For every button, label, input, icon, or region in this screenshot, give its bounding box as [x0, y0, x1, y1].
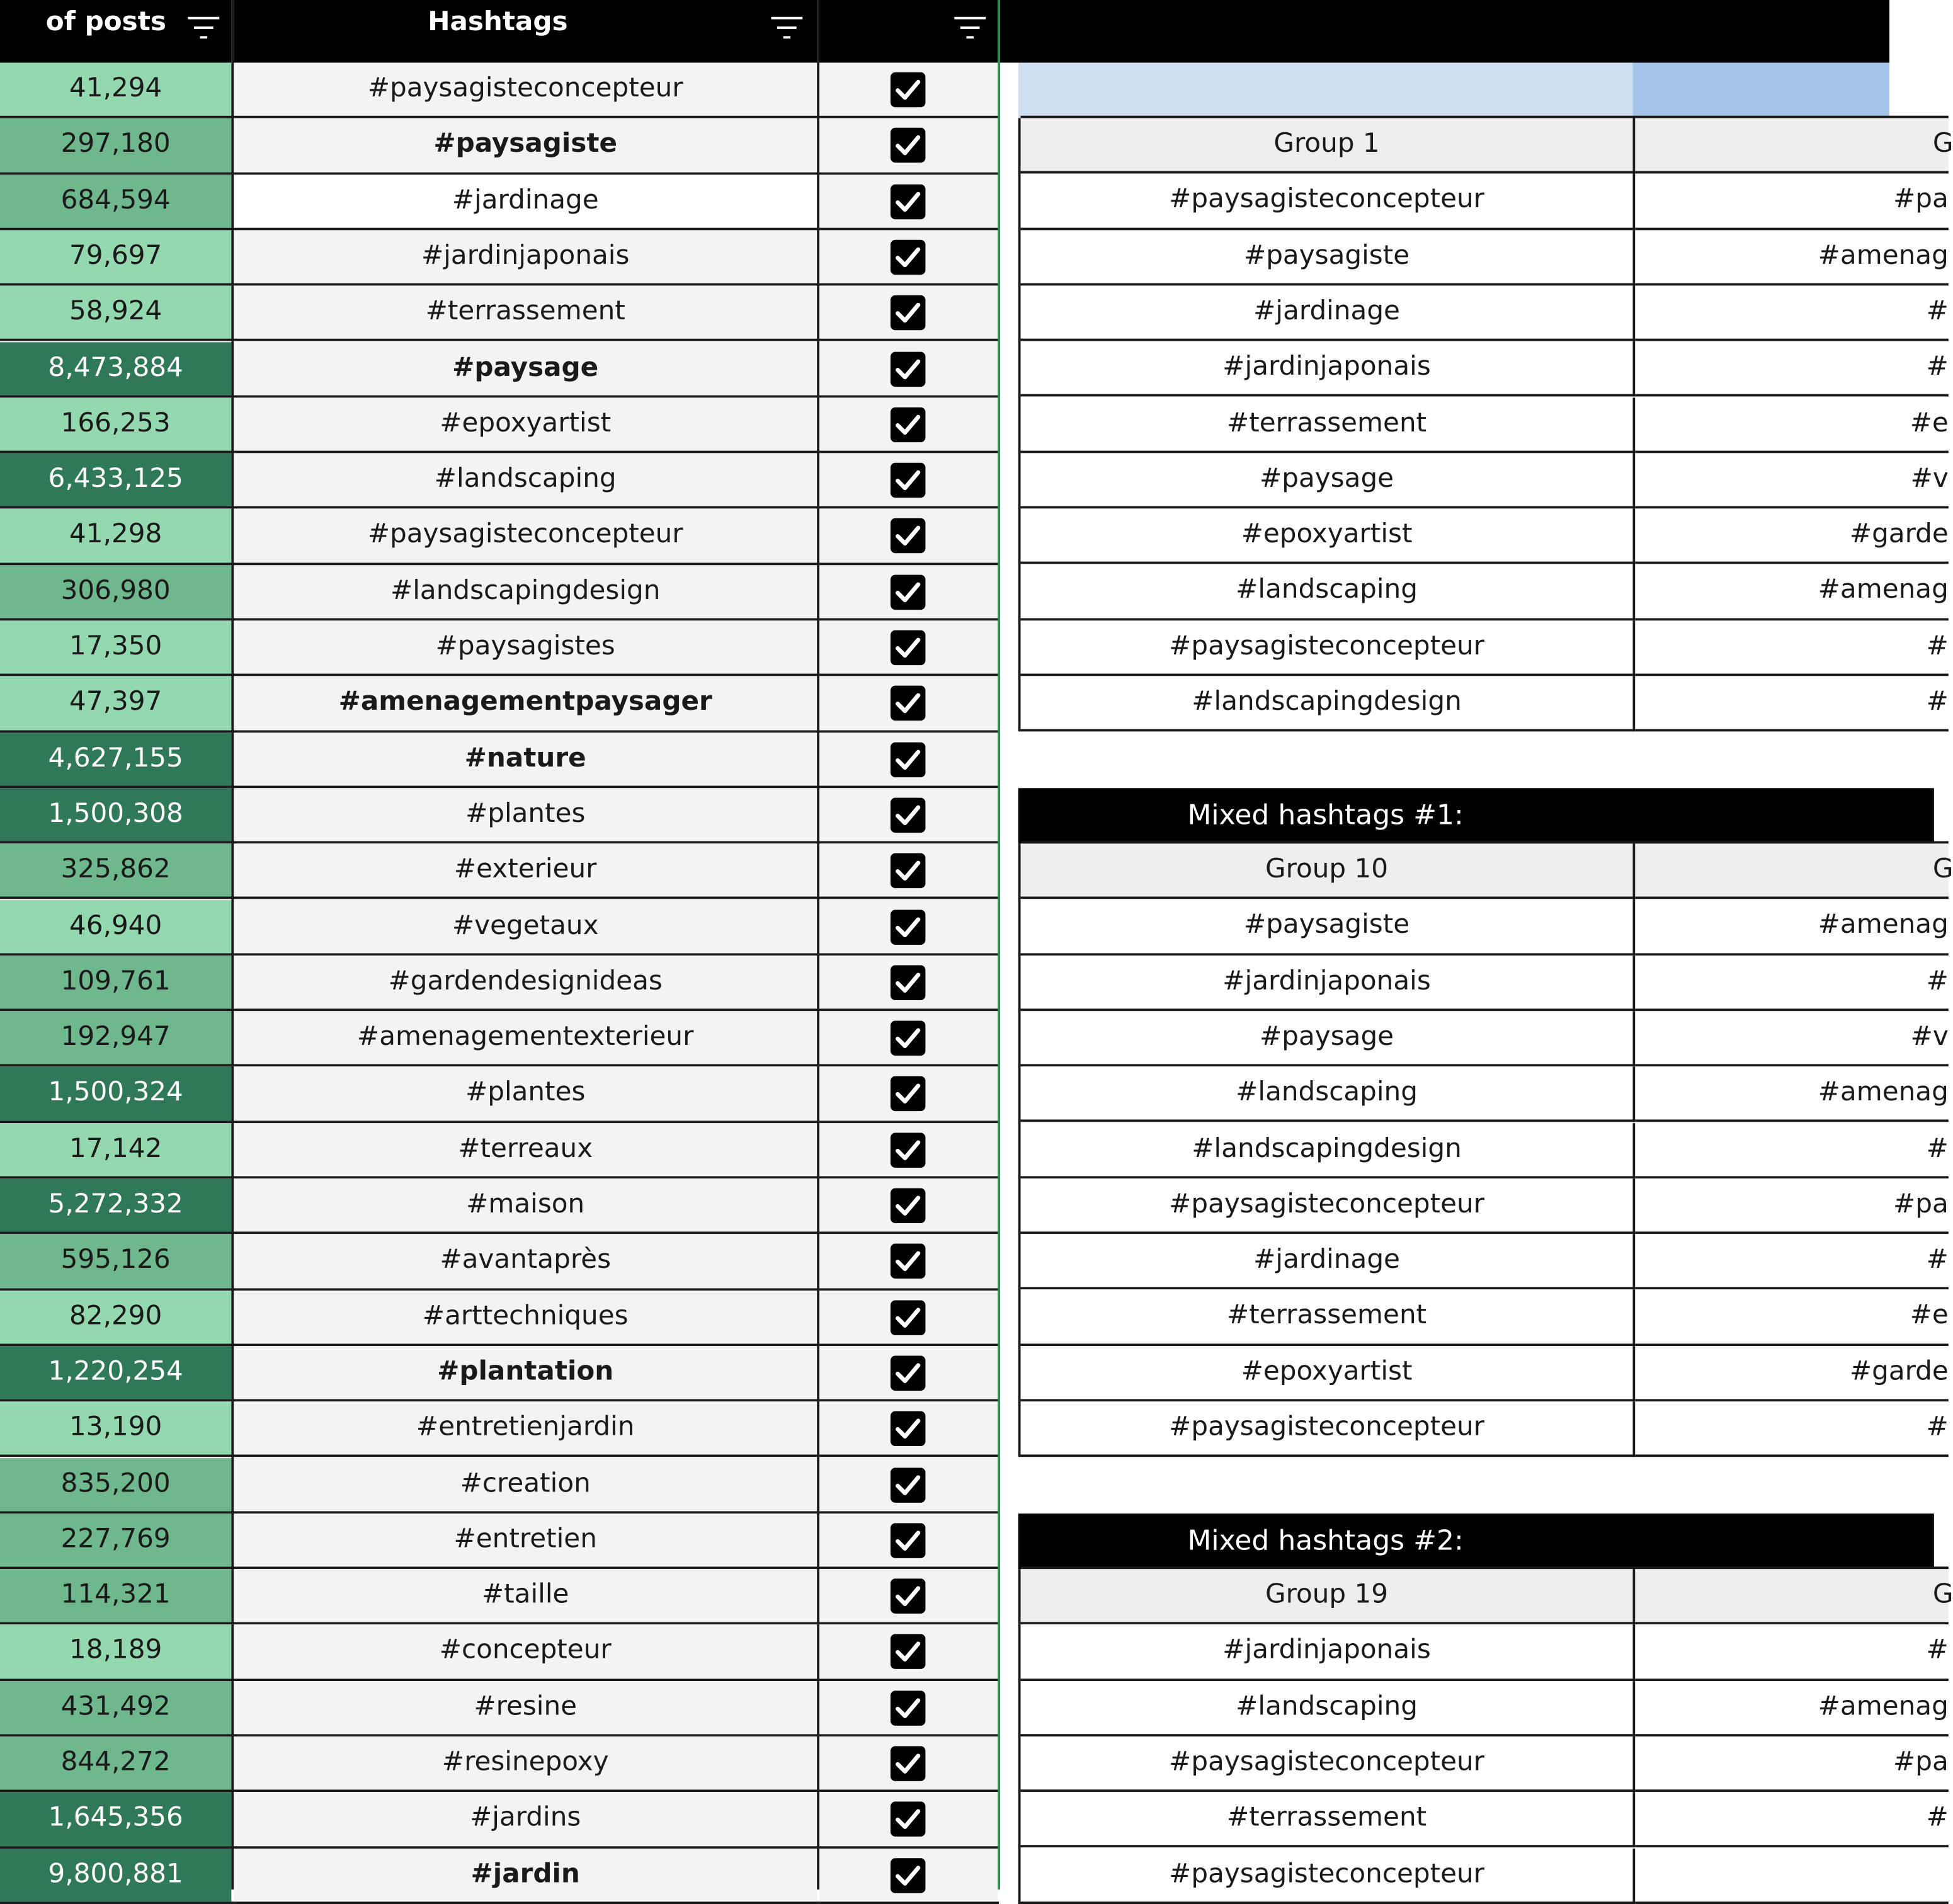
checkbox-cell[interactable]: [819, 1625, 998, 1679]
table-top-border: [1021, 1566, 1949, 1569]
checkbox-checked-icon[interactable]: [891, 1300, 925, 1335]
group-hashtag-cell[interactable]: #landscaping: [1021, 1680, 1636, 1736]
hashtag-cell[interactable]: #gardendesignideas: [234, 955, 817, 1009]
mixed1-grid: [1018, 843, 1953, 1457]
post-count-cell[interactable]: 227,769: [0, 1514, 231, 1567]
filter-icon[interactable]: [954, 17, 986, 41]
table-row[interactable]: [0, 844, 999, 900]
post-count-cell[interactable]: 8,473,884: [0, 341, 231, 395]
group-hashtag-cell-text: #garde: [1849, 519, 1949, 550]
group-hashtag-cell[interactable]: [1635, 1680, 1948, 1736]
post-count-cell[interactable]: 17,350: [0, 620, 231, 674]
hashtags-header-label: Hashtags: [428, 7, 568, 38]
checkbox-checked-icon[interactable]: [891, 1132, 925, 1167]
checkbox-checked-icon[interactable]: [891, 407, 925, 442]
hashtag-cell[interactable]: #plantes: [234, 1067, 817, 1120]
group-hashtag-cell[interactable]: #paysagisteconcepteur: [1021, 1848, 1636, 1904]
table-row[interactable]: [0, 565, 999, 621]
post-count-cell[interactable]: 41,294: [0, 62, 231, 116]
table-row[interactable]: [0, 1290, 999, 1346]
hashtag-cell[interactable]: #paysagistes: [234, 620, 817, 674]
group-hashtag-cell[interactable]: #terrassement: [1021, 1792, 1636, 1848]
post-count-cell[interactable]: 41,298: [0, 509, 231, 562]
groups_table-grid: [1018, 118, 1953, 732]
sheet-divider: [998, 0, 1000, 1890]
checkbox-checked-icon[interactable]: [891, 1355, 925, 1390]
hashtag-cell[interactable]: #jardin: [234, 1848, 817, 1901]
group-hashtag-cell[interactable]: [1635, 676, 1948, 732]
table-row[interactable]: [0, 955, 999, 1012]
group-hashtag-cell[interactable]: [1635, 1848, 1948, 1904]
checkbox-cell[interactable]: [819, 230, 998, 283]
checkbox-checked-icon[interactable]: [891, 1244, 925, 1279]
checkbox-cell[interactable]: [819, 955, 998, 1009]
mixed2-grid: [1018, 1569, 1953, 1904]
checkbox-checked-icon[interactable]: [891, 630, 925, 665]
hashtag-cell[interactable]: #paysagiste: [234, 118, 817, 172]
post-count-cell[interactable]: 109,761: [0, 955, 231, 1009]
post-count-cell[interactable]: 5,272,332: [0, 1178, 231, 1232]
checkbox-checked-icon[interactable]: [891, 1690, 925, 1725]
table-row[interactable]: [0, 1234, 999, 1291]
hashtag-cell[interactable]: #terrassement: [234, 286, 817, 339]
group-hashtag-cell[interactable]: [1635, 1736, 1948, 1793]
group-hashtag-cell[interactable]: [1635, 899, 1948, 955]
group-hashtag-cell-text: #: [1926, 687, 1949, 717]
table-row[interactable]: [0, 1011, 999, 1067]
post-count-cell[interactable]: 1,645,356: [0, 1793, 231, 1846]
group-hashtag-cell[interactable]: #paysage: [1021, 453, 1636, 509]
checkbox-cell[interactable]: [819, 1402, 998, 1456]
table-row[interactable]: [0, 899, 999, 955]
post-count-cell[interactable]: 9,800,881: [0, 1848, 231, 1901]
checkbox-cell[interactable]: [819, 1123, 998, 1177]
mixed-hashtags-2-title: Mixed hashtags #2:: [1187, 1525, 1464, 1557]
checkbox-checked-icon[interactable]: [891, 1021, 925, 1056]
post-count-cell[interactable]: 17,142: [0, 1123, 231, 1177]
table-row[interactable]: [0, 1346, 999, 1402]
group-hashtag-cell-text: #v: [1910, 1022, 1949, 1052]
hashtag-cell[interactable]: #paysagisteconcepteur: [234, 509, 817, 562]
table-row[interactable]: [0, 733, 999, 789]
checkbox-checked-icon[interactable]: [891, 909, 925, 944]
group-hashtag-cell-text: #amenag: [1818, 910, 1949, 940]
table-row[interactable]: [0, 788, 999, 844]
checkbox-cell[interactable]: [819, 620, 998, 674]
checkbox-checked-icon[interactable]: [891, 518, 925, 553]
hashtag-cell[interactable]: #avantaprès: [234, 1234, 817, 1288]
post-count-cell[interactable]: 58,924: [0, 286, 231, 339]
mixed-hashtags-1-header: [1018, 788, 1934, 843]
table-row[interactable]: [0, 509, 999, 565]
mixed-hashtags-1-title: Mixed hashtags #1:: [1187, 800, 1464, 832]
post-count-cell[interactable]: 46,940: [0, 899, 231, 953]
group-hashtag-cell[interactable]: #jardinjaponais: [1021, 341, 1636, 397]
group-hashtag-cell[interactable]: #landscaping: [1021, 564, 1636, 620]
checkbox-checked-icon[interactable]: [891, 128, 925, 162]
checkbox-checked-icon[interactable]: [891, 1076, 925, 1111]
checkbox-cell[interactable]: [819, 733, 998, 786]
group-hashtag-cell[interactable]: [1635, 174, 1948, 230]
group-header-cell[interactable]: Group 10: [1021, 843, 1636, 899]
checkbox-cell[interactable]: [819, 118, 998, 172]
checkbox-cell[interactable]: [819, 844, 998, 898]
group-header-cell[interactable]: Group 1: [1021, 118, 1636, 174]
checkbox-checked-icon[interactable]: [891, 463, 925, 498]
post-count-cell[interactable]: 192,947: [0, 1011, 231, 1064]
checkbox-checked-icon[interactable]: [891, 853, 925, 888]
group-hashtag-cell[interactable]: #paysagiste: [1021, 899, 1636, 955]
post-count-cell[interactable]: 4,627,155: [0, 733, 231, 786]
group-hashtag-cell-text: #: [1926, 630, 1949, 661]
posts-column-header[interactable]: [0, 0, 231, 62]
hashtag-cell[interactable]: #creation: [234, 1457, 817, 1511]
table-row[interactable]: [0, 174, 999, 231]
post-count-cell[interactable]: 79,697: [0, 230, 231, 283]
checkbox-checked-icon[interactable]: [891, 1189, 925, 1223]
checkbox-cell[interactable]: [819, 1514, 998, 1567]
group-hashtag-cell[interactable]: [1635, 1067, 1948, 1123]
group-hashtag-cell[interactable]: #landscapingdesign: [1021, 1122, 1636, 1178]
post-count-cell[interactable]: 306,980: [0, 565, 231, 619]
post-count-cell[interactable]: 684,594: [0, 174, 231, 228]
hashtag-cell[interactable]: #maison: [234, 1178, 817, 1232]
group-hashtag-cell[interactable]: #jardinjaponais: [1021, 1625, 1636, 1681]
group-hashtag-cell[interactable]: #terrassement: [1021, 397, 1636, 453]
post-count-cell[interactable]: 835,200: [0, 1457, 231, 1511]
group-hashtag-cell-text: #amenag: [1818, 575, 1949, 606]
group-hashtag-cell-text: #garde: [1849, 1356, 1949, 1387]
table-row[interactable]: [0, 118, 999, 174]
checkbox-checked-icon[interactable]: [891, 1411, 925, 1446]
group-header-cell[interactable]: Group 19: [1021, 1569, 1636, 1625]
hashtag-cell[interactable]: #exterieur: [234, 844, 817, 898]
group-hashtag-cell[interactable]: #paysagiste: [1021, 230, 1636, 286]
group-hashtag-cell-text: #pa: [1893, 1747, 1949, 1777]
group-hashtag-cell[interactable]: #landscapingdesign: [1021, 676, 1636, 732]
group-hashtag-cell[interactable]: [1635, 1346, 1948, 1402]
group-header-cell-text: G: [1932, 128, 1953, 159]
hashtag-cell[interactable]: #paysagisteconcepteur: [234, 62, 817, 116]
hashtag-cell[interactable]: #taille: [234, 1569, 817, 1622]
group-hashtag-cell[interactable]: [1635, 285, 1948, 341]
checkbox-checked-icon[interactable]: [891, 1802, 925, 1837]
checkbox-checked-icon[interactable]: [891, 1858, 925, 1893]
post-count-cell[interactable]: 1,500,308: [0, 788, 231, 841]
group-hashtag-cell-text: #amenag: [1818, 1691, 1949, 1722]
group-hashtag-cell-text: #pa: [1893, 1189, 1949, 1219]
group-hashtag-cell[interactable]: #terrassement: [1021, 1290, 1636, 1346]
group-hashtag-cell[interactable]: #paysagisteconcepteur: [1021, 1401, 1636, 1457]
mixed-hashtags-2-header: [1018, 1514, 1934, 1569]
blue-band-left: [1018, 62, 1633, 118]
hashtag-cell[interactable]: #landscapingdesign: [234, 565, 817, 619]
group-hashtag-cell-text: #: [1926, 1803, 1949, 1833]
posts-header-label: of posts: [45, 7, 166, 38]
group-hashtag-cell[interactable]: [1635, 509, 1948, 565]
hashtag-cell[interactable]: #jardins: [234, 1793, 817, 1846]
group-hashtag-cell-text: #: [1926, 1133, 1949, 1164]
group-hashtag-cell[interactable]: [1635, 341, 1948, 397]
group-hashtag-cell[interactable]: #paysagisteconcepteur: [1021, 620, 1636, 676]
hashtag-cell[interactable]: #vegetaux: [234, 899, 817, 953]
table-row[interactable]: [0, 1793, 999, 1849]
group-hashtag-cell[interactable]: [1635, 1792, 1948, 1848]
hashtag-cell[interactable]: #entretien: [234, 1514, 817, 1567]
group-hashtag-cell-text: #amenag: [1818, 240, 1949, 271]
right-panel-header-bar: [1000, 0, 1889, 62]
hashtag-cell[interactable]: #entretienjardin: [234, 1402, 817, 1456]
group-hashtag-cell[interactable]: #jardinage: [1021, 1234, 1636, 1290]
checkbox-cell[interactable]: [819, 453, 998, 507]
post-count-cell[interactable]: 82,290: [0, 1290, 231, 1343]
checkbox-cell[interactable]: [819, 1848, 998, 1901]
table-row[interactable]: [0, 1848, 999, 1904]
table-row[interactable]: [0, 1514, 999, 1570]
hashtags-column-header[interactable]: [234, 0, 817, 62]
post-count-cell[interactable]: 844,272: [0, 1736, 231, 1790]
group-hashtag-cell[interactable]: [1635, 1122, 1948, 1178]
checkbox-checked-icon[interactable]: [891, 574, 925, 609]
checkbox-checked-icon[interactable]: [891, 351, 925, 386]
checkbox-cell[interactable]: [819, 1067, 998, 1120]
checkbox-cell[interactable]: [819, 899, 998, 953]
group-hashtag-cell[interactable]: #paysagisteconcepteur: [1021, 1178, 1636, 1234]
post-count-cell[interactable]: 1,500,324: [0, 1067, 231, 1120]
checkbox-cell[interactable]: [819, 1290, 998, 1343]
checkbox-cell[interactable]: [819, 1178, 998, 1232]
group-header-cell-text: G: [1932, 854, 1953, 885]
post-count-cell[interactable]: 18,189: [0, 1625, 231, 1679]
checkbox-cell[interactable]: [819, 509, 998, 562]
blue-band-right: [1633, 62, 1890, 118]
checkbox-checked-icon[interactable]: [891, 742, 925, 777]
filter-icon[interactable]: [772, 17, 803, 41]
checkbox-checked-icon[interactable]: [891, 1634, 925, 1669]
hashtag-cell[interactable]: #plantation: [234, 1346, 817, 1399]
table-row[interactable]: [0, 341, 999, 397]
post-count-cell[interactable]: 431,492: [0, 1680, 231, 1734]
hashtag-cell[interactable]: #jardinjaponais: [234, 230, 817, 283]
table-row[interactable]: [0, 1457, 999, 1514]
hashtag-cell[interactable]: #plantes: [234, 788, 817, 841]
hashtag-cell[interactable]: #amenagementpaysager: [234, 676, 817, 730]
group-hashtag-cell[interactable]: #jardinage: [1021, 285, 1636, 341]
hashtag-cell[interactable]: #terreaux: [234, 1123, 817, 1177]
group-hashtag-cell-text: #: [1926, 1635, 1949, 1666]
hashtag-cell[interactable]: #arttechniques: [234, 1290, 817, 1343]
group-hashtag-cell-text: #: [1926, 1245, 1949, 1275]
group-hashtag-cell[interactable]: [1635, 1401, 1948, 1457]
group-hashtag-cell[interactable]: #paysage: [1021, 1011, 1636, 1067]
checkbox-checked-icon[interactable]: [891, 965, 925, 1000]
group-hashtag-cell[interactable]: [1635, 230, 1948, 286]
hashtag-cell[interactable]: #resinepoxy: [234, 1736, 817, 1790]
group-hashtag-cell-text: #e: [1910, 1301, 1949, 1331]
table-row[interactable]: [0, 1402, 999, 1458]
group-hashtag-cell[interactable]: [1635, 397, 1948, 453]
checkbox-checked-icon[interactable]: [891, 1523, 925, 1558]
group-hashtag-cell-text: #amenag: [1818, 1077, 1949, 1108]
group-header-cell[interactable]: [1635, 843, 1953, 899]
post-count-cell[interactable]: 114,321: [0, 1569, 231, 1622]
group-hashtag-cell-text: #pa: [1893, 185, 1949, 215]
group-hashtag-cell[interactable]: #paysagisteconcepteur: [1021, 1736, 1636, 1793]
group-hashtag-cell-text: #: [1926, 1412, 1949, 1443]
group-hashtag-cell[interactable]: #paysagisteconcepteur: [1021, 174, 1636, 230]
table-row[interactable]: [0, 230, 999, 286]
checkbox-checked-icon[interactable]: [891, 1579, 925, 1614]
checkbox-cell[interactable]: [819, 397, 998, 451]
hashtag-cell[interactable]: #jardinage: [234, 174, 817, 228]
group-hashtag-cell[interactable]: #landscaping: [1021, 1067, 1636, 1123]
group-hashtag-cell[interactable]: [1635, 453, 1948, 509]
hashtag-cell[interactable]: #nature: [234, 733, 817, 786]
post-count-cell[interactable]: 595,126: [0, 1234, 231, 1288]
post-count-cell[interactable]: 13,190: [0, 1402, 231, 1456]
checkbox-cell[interactable]: [819, 286, 998, 339]
checkbox-checked-icon[interactable]: [891, 797, 925, 832]
table-row[interactable]: [0, 1625, 999, 1681]
group-hashtag-cell[interactable]: [1635, 1011, 1948, 1067]
column-divider: [817, 0, 819, 1890]
hashtag-cell[interactable]: #resine: [234, 1680, 817, 1734]
column-divider: [231, 0, 234, 1890]
filter-icon[interactable]: [188, 17, 219, 41]
post-count-cell[interactable]: 297,180: [0, 118, 231, 172]
table-row[interactable]: [0, 1178, 999, 1234]
group-hashtag-cell-text: #: [1926, 352, 1949, 382]
checkbox-checked-icon[interactable]: [891, 1467, 925, 1502]
checkbox-cell[interactable]: [819, 1569, 998, 1622]
checkbox-cell[interactable]: [819, 565, 998, 619]
checkbox-checked-icon[interactable]: [891, 184, 925, 219]
table-row[interactable]: [0, 1569, 999, 1625]
group-hashtag-cell-text: #: [1926, 966, 1949, 996]
table-row[interactable]: [0, 397, 999, 453]
checkbox-cell[interactable]: [819, 62, 998, 116]
post-count-cell[interactable]: 166,253: [0, 397, 231, 451]
checkbox-cell[interactable]: [819, 1011, 998, 1064]
checkbox-cell[interactable]: [819, 1680, 998, 1734]
table-row[interactable]: [0, 676, 999, 733]
check-column-header[interactable]: [819, 0, 998, 62]
checkbox-cell[interactable]: [819, 676, 998, 730]
hashtag-cell[interactable]: #concepteur: [234, 1625, 817, 1679]
checkbox-cell[interactable]: [819, 1346, 998, 1399]
group-hashtag-cell[interactable]: [1635, 1178, 1948, 1234]
group-hashtag-cell[interactable]: #epoxyartist: [1021, 1346, 1636, 1402]
group-header-cell[interactable]: [1635, 1569, 1953, 1625]
table-row[interactable]: [0, 286, 999, 342]
checkbox-checked-icon[interactable]: [891, 295, 925, 330]
group-hashtag-cell[interactable]: [1635, 620, 1948, 676]
checkbox-checked-icon[interactable]: [891, 1746, 925, 1781]
table-top-border: [1021, 841, 1949, 843]
checkbox-cell[interactable]: [819, 788, 998, 841]
post-count-cell[interactable]: 47,397: [0, 676, 231, 730]
checkbox-checked-icon[interactable]: [891, 686, 925, 721]
hashtag-cell[interactable]: #epoxyartist: [234, 397, 817, 451]
post-count-cell[interactable]: 6,433,125: [0, 453, 231, 507]
group-hashtag-cell-text: #: [1926, 296, 1949, 327]
group-header-cell-text: G: [1932, 1580, 1953, 1610]
hashtag-cell[interactable]: #paysage: [234, 341, 817, 395]
group-hashtag-cell-text: #e: [1910, 408, 1949, 438]
checkbox-cell[interactable]: [819, 1457, 998, 1511]
checkbox-checked-icon[interactable]: [891, 240, 925, 275]
table-row[interactable]: [0, 620, 999, 676]
checkbox-checked-icon[interactable]: [891, 72, 925, 107]
hashtag-cell[interactable]: #amenagementexterieur: [234, 1011, 817, 1064]
table-row[interactable]: [0, 1680, 999, 1736]
group-hashtag-cell[interactable]: #epoxyartist: [1021, 509, 1636, 565]
group-hashtag-cell[interactable]: [1635, 1234, 1948, 1290]
table-row[interactable]: [0, 1123, 999, 1179]
post-count-cell[interactable]: 1,220,254: [0, 1346, 231, 1399]
checkbox-cell[interactable]: [819, 1736, 998, 1790]
table-row[interactable]: [0, 62, 999, 118]
checkbox-cell[interactable]: [819, 341, 998, 395]
table-row[interactable]: [0, 453, 999, 510]
checkbox-cell[interactable]: [819, 1234, 998, 1288]
table-row[interactable]: [0, 1736, 999, 1793]
group-header-cell[interactable]: [1635, 118, 1953, 174]
table-row[interactable]: [0, 1067, 999, 1123]
group-hashtag-cell[interactable]: [1635, 564, 1948, 620]
post-count-cell[interactable]: 325,862: [0, 844, 231, 898]
group-hashtag-cell[interactable]: [1635, 1625, 1948, 1681]
group-hashtag-cell-text: #v: [1910, 464, 1949, 494]
group-hashtag-cell[interactable]: [1635, 955, 1948, 1011]
group-hashtag-cell[interactable]: [1635, 1290, 1948, 1346]
checkbox-cell[interactable]: [819, 1793, 998, 1846]
checkbox-cell[interactable]: [819, 174, 998, 228]
hashtag-cell[interactable]: #landscaping: [234, 453, 817, 507]
group-hashtag-cell[interactable]: #jardinjaponais: [1021, 955, 1636, 1011]
table-top-border: [1021, 116, 1949, 118]
